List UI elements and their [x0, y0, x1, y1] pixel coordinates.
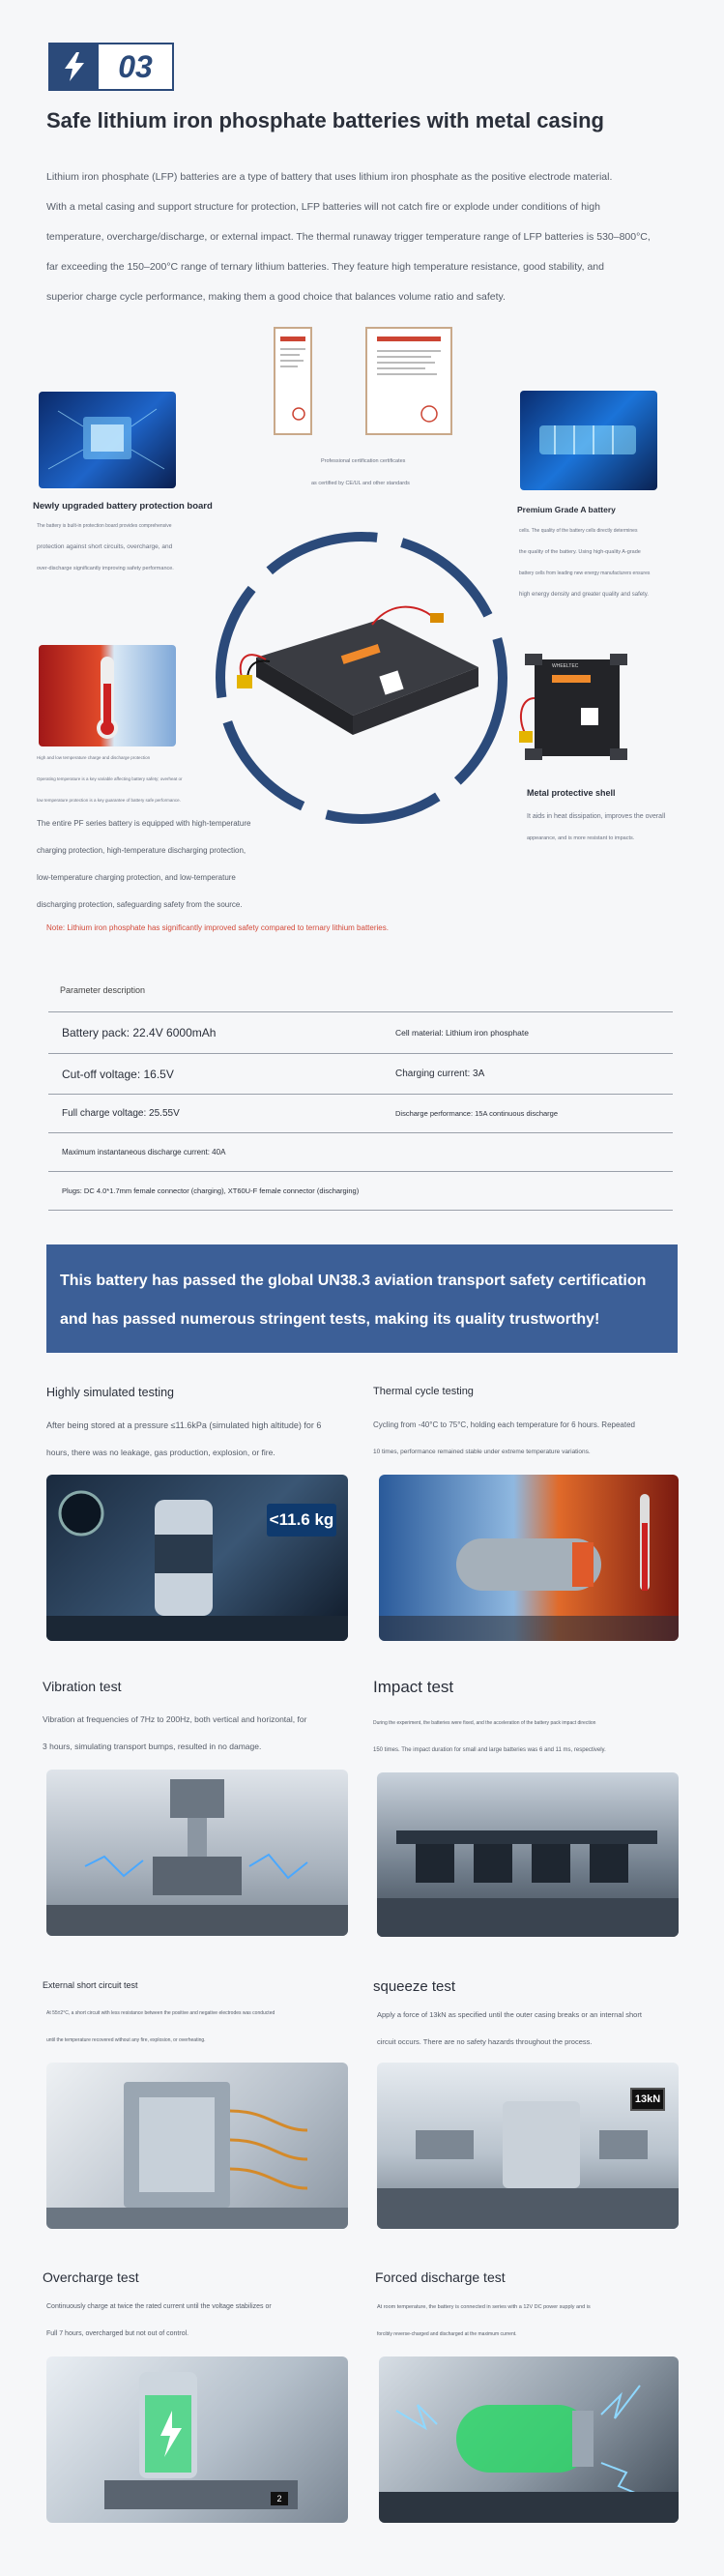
param-cell: Cut-off voltage: 16.5V [62, 1067, 174, 1081]
overcharge-test-image [46, 2356, 348, 2523]
squeeze-test-image [377, 2063, 679, 2229]
protection-board-title: Newly upgraded battery protection board [33, 501, 213, 512]
certification-banner [46, 1244, 678, 1353]
metal-shell-text: It aids in heat dissipation, improves the overall appearance, and is more resistant to impacts. [527, 813, 666, 841]
test-title: Vibration test [43, 1679, 122, 1694]
param-cell: Cell material: Lithium iron phosphate [395, 1028, 529, 1038]
section-number-badge [48, 43, 174, 91]
param-cell: Battery pack: 22.4V 6000mAh [62, 1026, 217, 1039]
forced-discharge-test-image [379, 2356, 679, 2523]
intro-line: far exceeding the 150–200°C range of ternary lithium batteries. They feature high temperature resistance, good stability, and [46, 261, 604, 273]
param-cell: Maximum instantaneous discharge current: 40A [62, 1148, 226, 1156]
battery-brand-label: WHEELTEC [552, 663, 579, 669]
temperature-text: The entire PF series battery is equipped with high-temperature charging protection, high-temperature discharging protection, low-temperature charging protection, and low-temperature discharging protection, safeguarding safety from the source. [37, 819, 251, 909]
intro-paragraph [46, 162, 684, 312]
test-description: During the experiment, the batteries were fixed, and the acceleration of the battery pack impact direction 150 times. The impact duration for small and large batteries was 6 and 11 ms, respectively. [373, 1720, 606, 1753]
temperature-text-small: High and low temperature charge and discharge protection Operating temperature is a key variable affecting battery safety; overheat or low temperature protection is a key guarantee of battery safe performance. [37, 755, 183, 803]
test-description: Vibration at frequencies of 7Hz to 200Hz, both vertical and horizontal, for 3 hours, simulating transport bumps, resulted in no damage. [43, 1714, 307, 1751]
section-number: 03 [118, 48, 153, 84]
temperature-protection-image [39, 645, 176, 746]
test-title: Overcharge test [43, 2269, 139, 2285]
metal-shell-title: Metal protective shell [527, 788, 616, 798]
test-description: Cycling from -40°C to 75°C, holding each temperature for 6 hours. Repeated 10 times, performance remained stable under extreme temperature variations. [373, 1420, 635, 1455]
charger-readout: 2 [271, 2492, 288, 2505]
test-title: External short circuit test [43, 1980, 138, 1990]
test-title: squeeze test [373, 1978, 456, 1995]
param-row [48, 1133, 673, 1172]
banner-line: and has passed numerous stringent tests, making its quality trustworthy! [60, 1311, 600, 1328]
altitude-test-image [46, 1475, 348, 1641]
metal-shell-image [517, 640, 631, 766]
param-row [48, 1172, 673, 1211]
lightning-bolt-icon [50, 44, 99, 89]
test-description: Apply a force of 13kN as specified until the outer casing breaks or an internal short circuit occurs. There are no safety hazards throughout the process. [377, 2010, 642, 2046]
parameter-heading: Parameter description [60, 985, 146, 995]
page-title: Safe lithium iron phosphate batteries with metal casing [46, 108, 604, 132]
protection-board-text: The battery is built-in protection board provides comprehensive protection against short circuits, overcharge, and over-discharge significantly improving safety performance. [37, 523, 174, 571]
certificate-caption: as certified by CE/UL and other standards [311, 481, 410, 486]
param-row [48, 1095, 673, 1133]
grade-a-title: Premium Grade A battery [517, 505, 616, 514]
test-description: At 55±2°C, a short circuit with less resistance between the positive and negative electrodes was conducted until the temperature recovered without any fire, explosion, or overheating. [46, 2010, 275, 2043]
test-description: Continuously charge at twice the rated current until the voltage stabilizes or Full 7 hours, overcharged but not out of control. [46, 2303, 272, 2337]
test-title: Highly simulated testing [46, 1386, 175, 1399]
battery-pack-image [227, 590, 498, 764]
protection-board-image [39, 392, 176, 488]
param-cell: Plugs: DC 4.0*1.7mm female connector (charging), XT60U-F female connector (discharging) [62, 1186, 360, 1195]
param-cell: Charging current: 3A [395, 1068, 485, 1079]
altitude-readout: <11.6 kg [267, 1504, 336, 1537]
param-row [48, 1011, 673, 1054]
param-row [48, 1054, 673, 1095]
test-title: Forced discharge test [375, 2269, 506, 2285]
certificate-caption: Professional certification certificates [321, 458, 406, 464]
test-description: After being stored at a pressure ≤11.6kPa (simulated high altitude) for 6 hours, there was no leakage, gas production, explosion, or fire. [46, 1420, 322, 1457]
short-circuit-test-image [46, 2063, 348, 2229]
certificate-image [365, 327, 452, 435]
intro-line: superior charge cycle performance, making them a good choice that balances volume ratio and safety. [46, 291, 506, 303]
grade-a-text: cells. The quality of the battery cells directly determines the quality of the battery. Using high-quality A-grade battery cells from leading new energy manufacturers ensures high energy density and greater quality and safety. [519, 528, 651, 598]
intro-line: With a metal casing and support structure for protection, LFP batteries will not catch fire or explode under conditions of high [46, 201, 600, 213]
thermal-cycle-image [379, 1475, 679, 1641]
force-readout: 13kN [630, 2088, 665, 2111]
certificate-image [274, 327, 312, 435]
impact-test-image [377, 1772, 679, 1937]
param-cell: Discharge performance: 15A continuous discharge [395, 1109, 559, 1118]
test-title: Impact test [373, 1678, 454, 1696]
test-title: Thermal cycle testing [373, 1386, 474, 1397]
vibration-test-image [46, 1770, 348, 1936]
test-description: At room temperature, the battery is connected in series with a 12V DC power supply and is forcibly reverse-charged and discharged at the maximum current. [377, 2304, 591, 2337]
param-cell: Full charge voltage: 25.55V [62, 1108, 180, 1119]
intro-line: Lithium iron phosphate (LFP) batteries are a type of battery that uses lithium iron phosphate as the positive electrode material. [46, 171, 613, 183]
grade-a-battery-image [520, 391, 657, 490]
safety-note: Note: Lithium iron phosphate has significantly improved safety compared to ternary lithium batteries. [46, 923, 389, 932]
intro-line: temperature, overcharge/discharge, or external impact. The thermal runaway trigger temperature range of LFP batteries is 530–800°C, [46, 231, 651, 243]
banner-line: This battery has passed the global UN38.3 aviation transport safety certification [60, 1273, 647, 1289]
